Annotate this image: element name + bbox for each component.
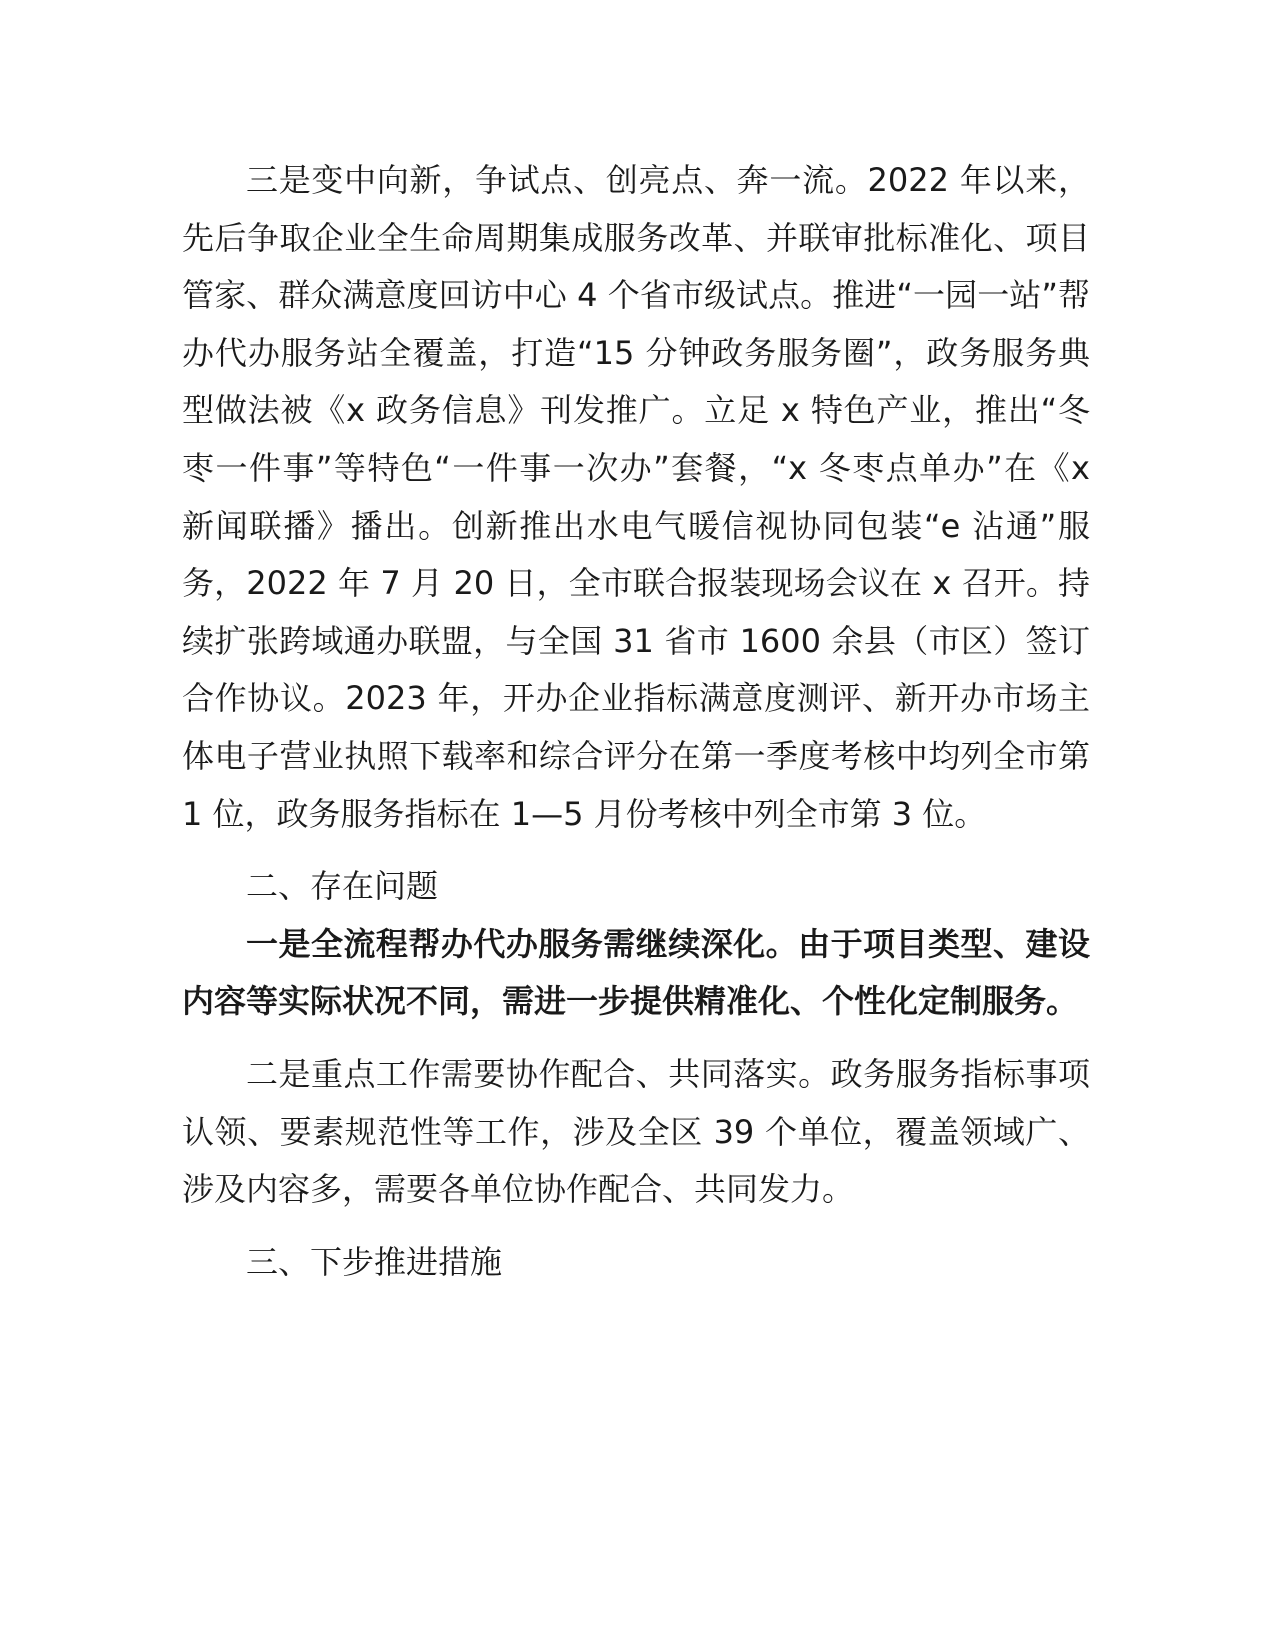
problem-1-body: 由于项目类型、建设内容等实际状况不同，需进一步提供精准化、个性化定制服务。 bbox=[182, 924, 1090, 1021]
problem-1-lead: 一是全流程帮办代办服务需继续深化。 bbox=[246, 924, 799, 963]
paragraph-problem-2: 二是重点工作需要协作配合、共同落实。政务服务指标事项认领、要素规范性等工作，涉及全区 39 个单位，覆盖领域广、涉及内容多，需要各单位协作配合、共同发力。 bbox=[182, 1054, 1090, 1209]
section-heading-problems: 二、存在问题 bbox=[246, 867, 439, 906]
document-body bbox=[182, 152, 1090, 1291]
paragraph-pilot-innovation: 三是变中向新，争试点、创亮点、奔一流。2022 年以来，先后争取企业全生命周期集成服务改革、并联审批标准化、项目管家、群众满意度回访中心 4 个省市级试点。推进“一园一站”帮办代办服务站全覆盖，打造“15 分钟政务服务圈”，政务服务典型做法被《x 政务信息》刊发推广。立足 x 特色产业，推出“冬枣一件事”等特色“一件事一次办”套餐，“x 冬枣点单办”在《x 新闻联播》播出。创新推出水电气暖信视协同包装“e 沾通”服务，2022 年 7 月 20 日，全市联合报装现场会议在 x 召开。持续扩张跨域通办联盟，与全国 31 省市 1600 余县（市区）签订合作协议。2023 年，开办企业指标满意度测评、新开办市场主体电子营业执照下载率和综合评分在第一季度考核中均列全市第 1 位，政务服务指标在 1—5 月份考核中列全市第 3 位。 bbox=[182, 161, 1090, 833]
paragraph-problem-1 bbox=[182, 916, 1090, 1031]
section-heading-next-steps: 三、下步推进措施 bbox=[246, 1242, 503, 1281]
